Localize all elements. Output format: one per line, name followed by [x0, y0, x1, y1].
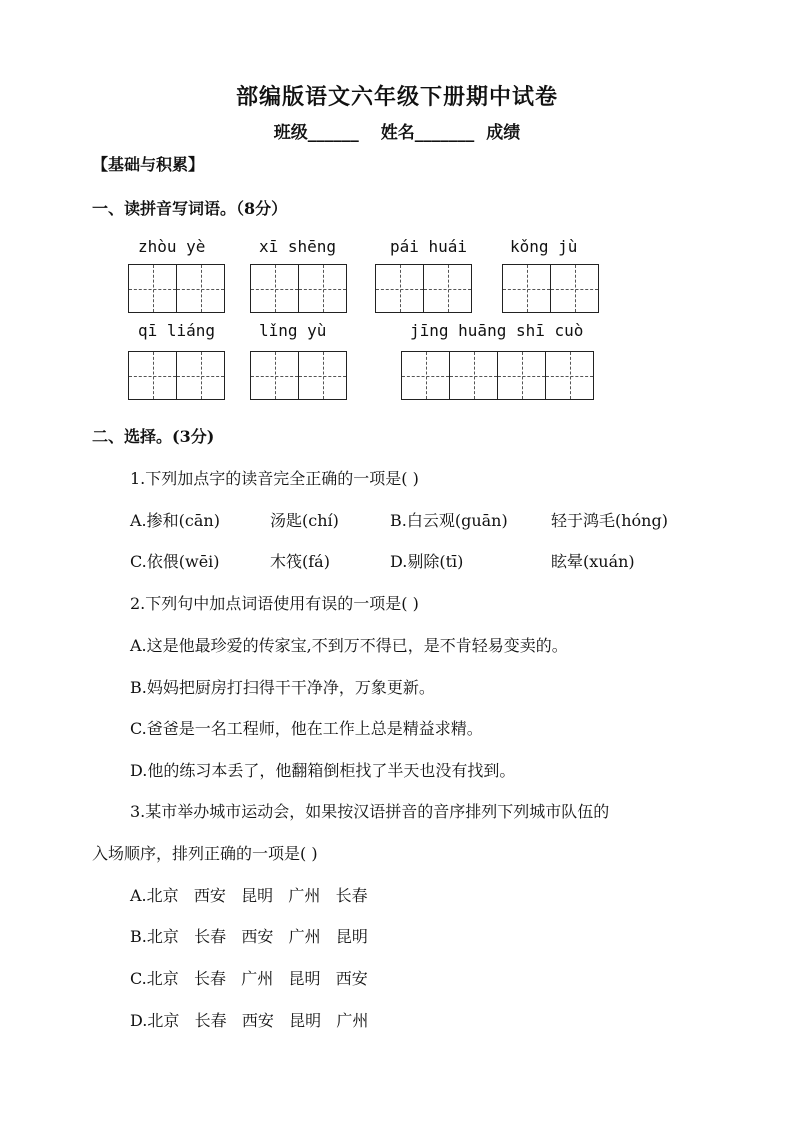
q2-1-option-a: A.掺和(cān)	[130, 511, 220, 530]
writing-grid-3[interactable]	[375, 264, 472, 313]
q2-3-option-b: B.北京 长春 西安 广州 昆明	[130, 927, 368, 946]
q2-1-option-c2: 木筏(fá)	[270, 552, 330, 571]
q2-1-option-d: D.剔除(tī)	[390, 552, 464, 571]
q2-1-option-b2: 轻于鸿毛(hóng)	[551, 511, 668, 530]
q2-2-option-a: A.这是他最珍爱的传家宝,不到万不得已，是不肯轻易变卖的。	[130, 636, 568, 655]
score-field: 成绩	[486, 123, 521, 143]
page-title: 部编版语文六年级下册期中试卷	[235, 84, 558, 110]
student-info-line	[0, 118, 794, 143]
writing-grid-7[interactable]	[401, 351, 594, 400]
class-field: 班级______	[273, 123, 359, 143]
q2-2-option-d: D.他的练习本丢了，他翻箱倒柜找了半天也没有找到。	[130, 761, 516, 780]
q2-1-option-b: B.白云观(guān)	[390, 511, 508, 530]
q2-2-option-c: C.爸爸是一名工程师，他在工作上总是精益求精。	[130, 719, 483, 738]
q2-3-stem-line2: 入场顺序，排列正确的一项是( )	[92, 844, 318, 863]
writing-grid-6[interactable]	[250, 351, 347, 400]
writing-grid-1[interactable]	[128, 264, 225, 313]
pinyin-kongju: kǒng jù	[510, 237, 578, 256]
q2-2-option-b: B.妈妈把厨房打扫得干干净净，万象更新。	[130, 678, 435, 697]
writing-grid-5[interactable]	[128, 351, 225, 400]
question-2-heading: 二、选择。(3分)	[92, 427, 215, 446]
q2-3-stem-line1: 3.某市举办城市运动会，如果按汉语拼音的音序排列下列城市队伍的	[130, 802, 610, 821]
pinyin-xisheng: xī shēng	[259, 237, 337, 256]
q2-1-option-a2: 汤匙(chí)	[270, 511, 339, 530]
q2-3-option-c: C.北京 长春 广州 昆明 西安	[130, 969, 368, 988]
q2-2-stem: 2.下列句中加点词语使用有误的一项是( )	[130, 594, 419, 613]
name-field: 姓名_______	[380, 123, 475, 143]
writing-grid-2[interactable]	[250, 264, 347, 313]
pinyin-paihuai: pái huái	[390, 237, 468, 256]
q2-3-option-a: A.北京 西安 昆明 广州 长春	[130, 886, 368, 905]
q2-1-stem: 1.下列加点字的读音完全正确的一项是( )	[130, 469, 419, 488]
question-1-heading: 一、读拼音写词语。（8分）	[92, 199, 288, 218]
q2-1-option-c: C.依偎(wēi)	[130, 552, 220, 571]
q2-1-option-d2: 眩晕(xuán)	[551, 552, 635, 571]
section-basic-heading: 【基础与积累】	[92, 155, 205, 174]
q2-3-option-d: D.北京 长春 西安 昆明 广州	[130, 1011, 369, 1030]
writing-grid-4[interactable]	[502, 264, 599, 313]
pinyin-qiliang: qī liáng	[138, 321, 216, 340]
pinyin-jinghuangshicuo: jīng huāng shī cuò	[410, 321, 584, 340]
pinyin-zhouye: zhòu yè	[138, 237, 206, 256]
pinyin-lingyu: lǐng yù	[259, 321, 327, 340]
